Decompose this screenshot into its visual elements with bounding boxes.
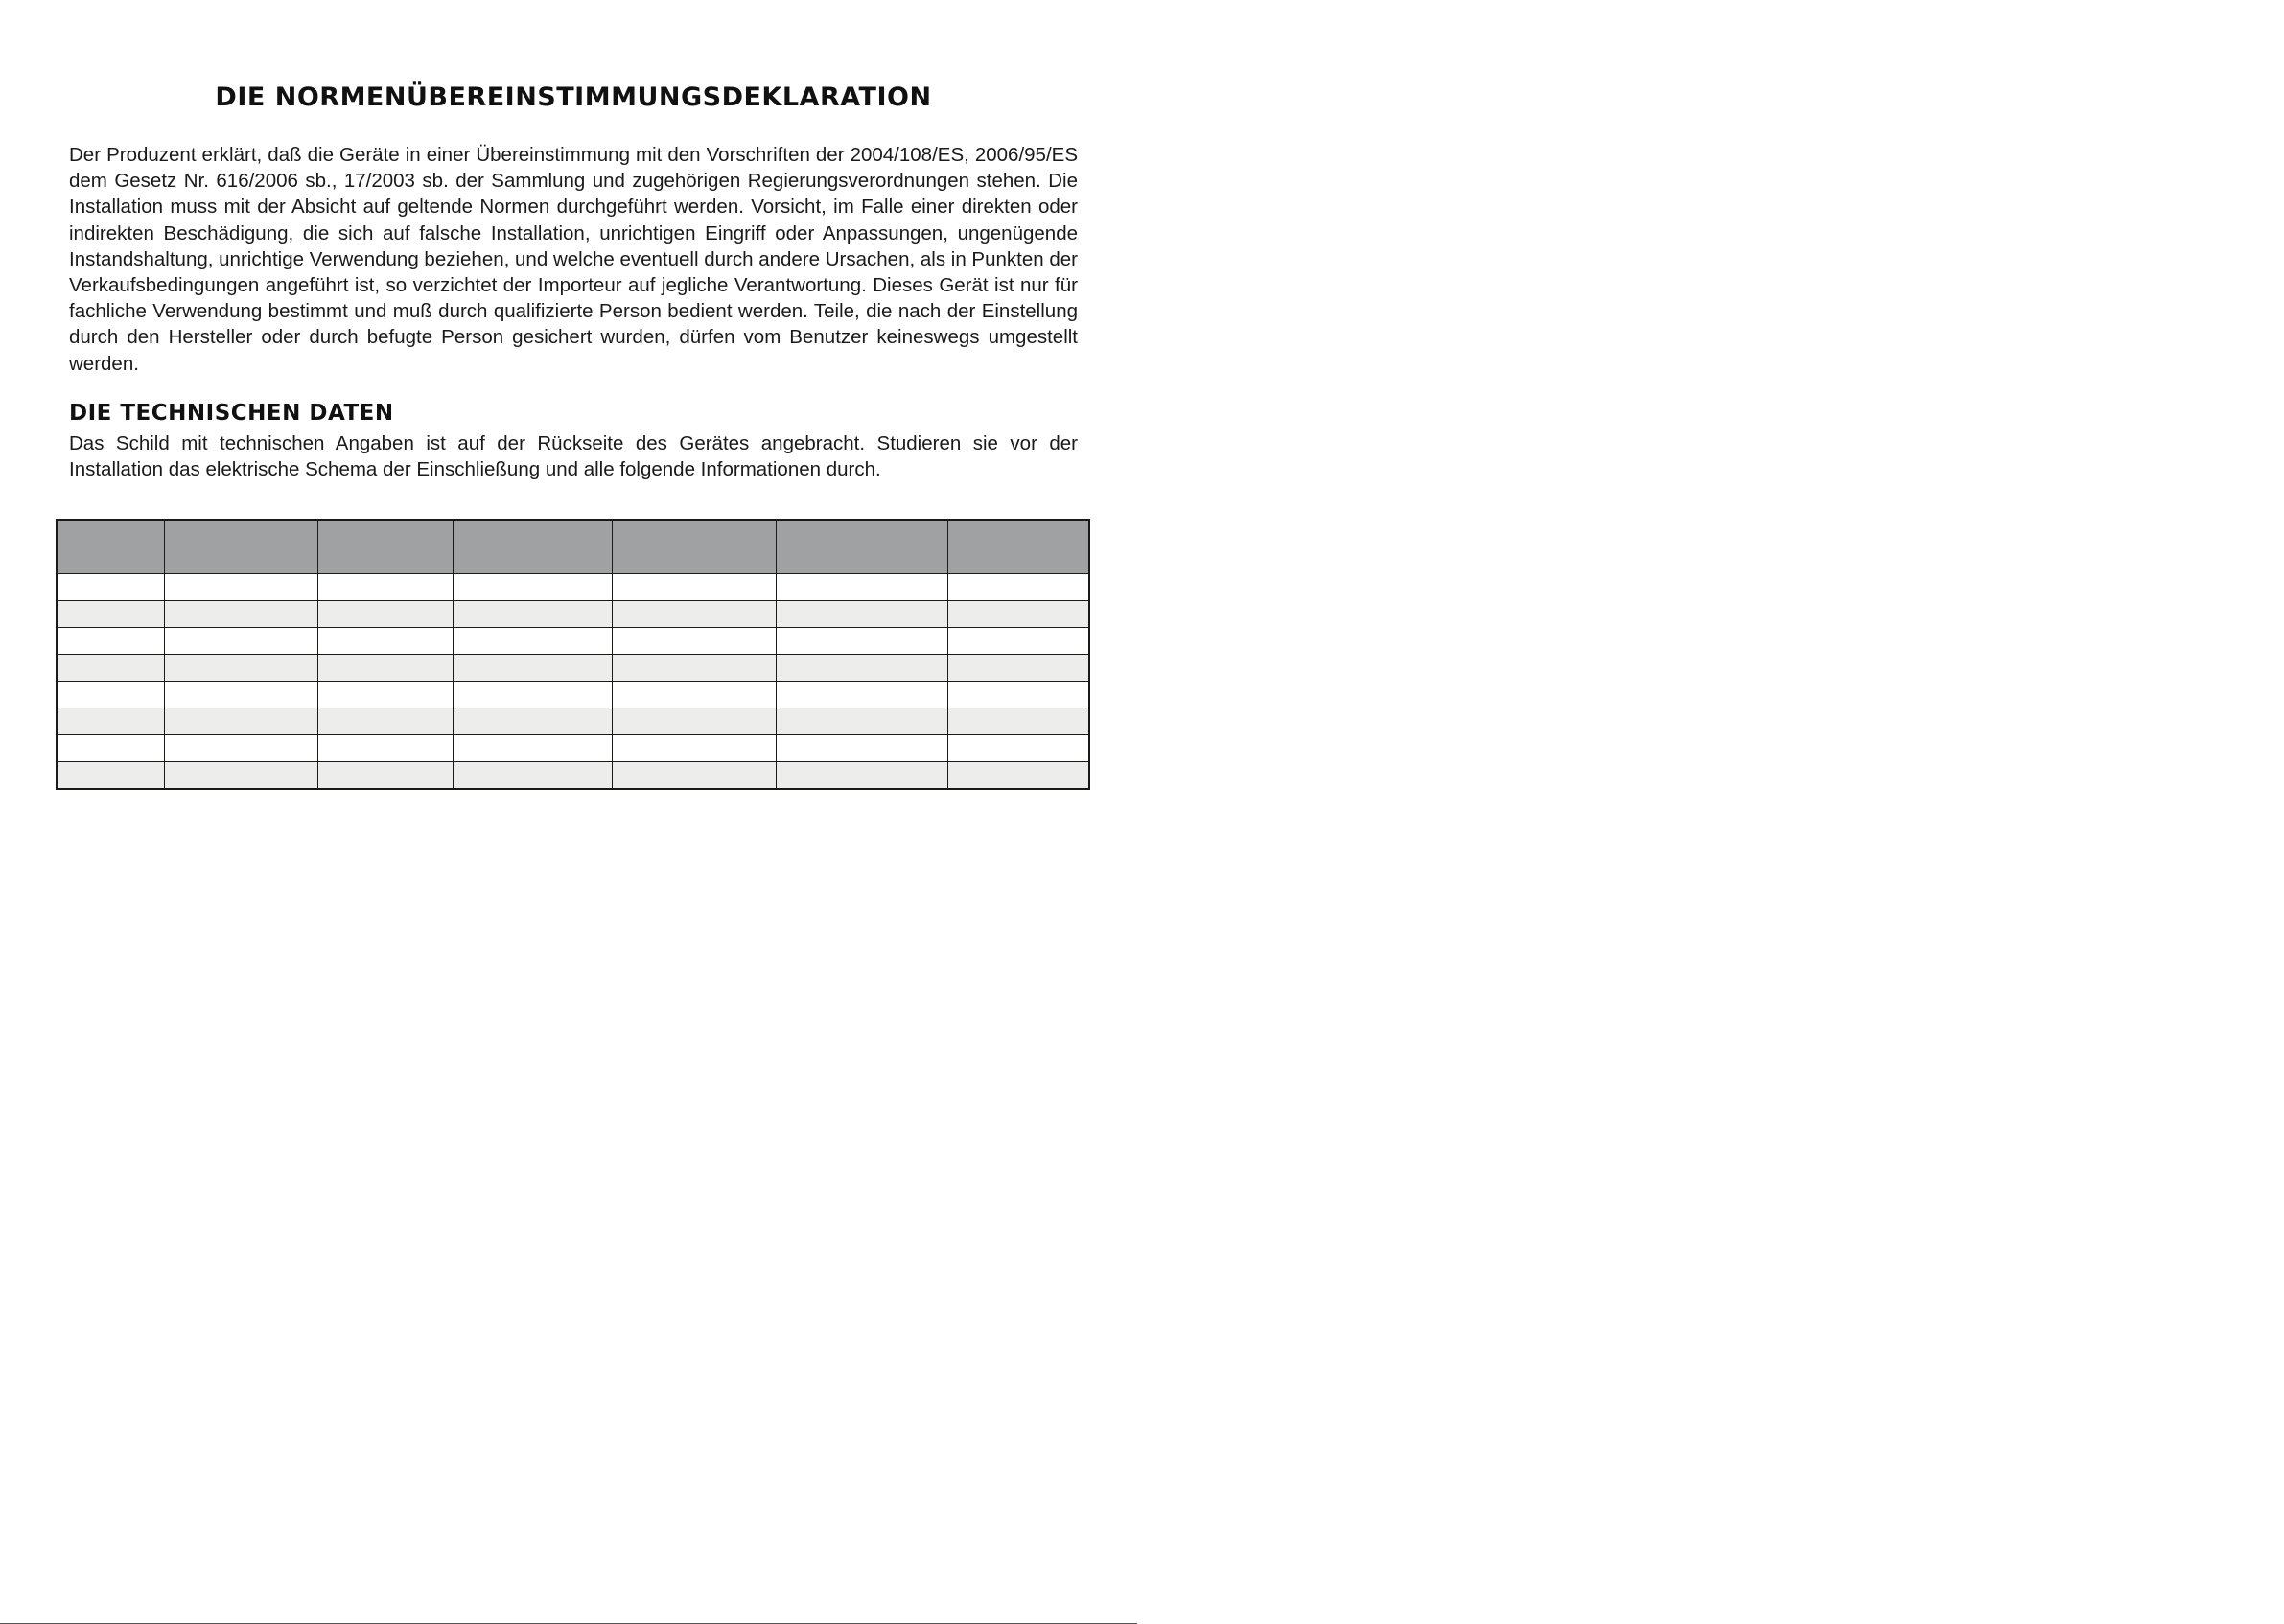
table-cell xyxy=(613,655,777,682)
table-cell xyxy=(317,682,453,708)
table-cell xyxy=(317,708,453,735)
table-cell xyxy=(57,735,165,762)
table-cell xyxy=(57,682,165,708)
table-row xyxy=(57,682,1089,708)
table-cell xyxy=(57,601,165,628)
table-cell xyxy=(777,601,948,628)
declaration-title: DIE NORMENÜBEREINSTIMMUNGSDEKLARATION xyxy=(215,82,932,112)
table-cell xyxy=(613,708,777,735)
table-cell xyxy=(57,655,165,682)
technical-data-title: DIE TECHNISCHEN DATEN xyxy=(69,401,394,426)
table-cell xyxy=(947,574,1089,601)
table-cell xyxy=(947,628,1089,655)
table-cell xyxy=(165,601,318,628)
table-header-row xyxy=(57,520,1089,574)
table-cell xyxy=(57,574,165,601)
table-cell xyxy=(777,655,948,682)
table-row xyxy=(57,708,1089,735)
table-cell xyxy=(613,601,777,628)
table-row xyxy=(57,762,1089,790)
table-cell xyxy=(613,735,777,762)
table-header-cell xyxy=(947,520,1089,574)
table-cell xyxy=(947,735,1089,762)
table-cell xyxy=(777,762,948,790)
table-cell xyxy=(453,708,613,735)
table-cell xyxy=(947,655,1089,682)
table-cell xyxy=(165,628,318,655)
table-cell xyxy=(453,762,613,790)
table-header-cell xyxy=(165,520,318,574)
table-cell xyxy=(777,682,948,708)
table-header-cell xyxy=(777,520,948,574)
table-cell xyxy=(165,655,318,682)
table-cell xyxy=(777,574,948,601)
table-cell xyxy=(165,574,318,601)
technical-data-table xyxy=(56,519,1090,790)
table-cell xyxy=(777,628,948,655)
table-cell xyxy=(453,735,613,762)
technical-data-text: Das Schild mit technischen Angaben ist auf der Rückseite des Gerätes angebracht. Studieren sie vor der Installation das elektrische Schema der Einschließung und alle folgende Informationen durch. xyxy=(69,432,1078,481)
table-cell xyxy=(317,601,453,628)
table-cell xyxy=(613,682,777,708)
declaration-text: Der Produzent erklärt, daß die Geräte in einer Übereinstimmung mit den Vorschriften der 2004/108/ES, 2006/95/ES dem Gesetz Nr. 616/2006 sb., 17/2003 sb. der Sammlung und zugehörigen Regierungsverordnungen stehen. Die Installation muss mit der Absicht auf geltende Normen durchgeführt werden. Vorsicht, im Falle einer direkten oder indirekten Beschädigung, die sich auf falsche Installation, unrichtigen Eingriff oder Anpassungen, ungenügende Instandshaltung, unrichtige Verwendung beziehen, und welche eventuell durch andere Ursachen, als in Punkten der Verkaufsbedingungen angeführt ist, so verzichtet der Importeur auf jegliche Verantwortung. Dieses Gerät ist nur für fachliche Verwendung bestimmt und muß durch qualifizierte Person bedient werden. Teile, die nach der Einstellung durch den Hersteller oder durch befugte Person gesichert wurden, dürfen vom Benutzer keineswegs umgestellt werden. xyxy=(69,144,1078,375)
table-row xyxy=(57,628,1089,655)
table-cell xyxy=(165,735,318,762)
table-row xyxy=(57,574,1089,601)
table-cell xyxy=(165,708,318,735)
table-cell xyxy=(453,628,613,655)
table-header-cell xyxy=(317,520,453,574)
table-cell xyxy=(947,601,1089,628)
table-cell xyxy=(947,708,1089,735)
table-cell xyxy=(613,574,777,601)
table-header-cell xyxy=(57,520,165,574)
table-cell xyxy=(613,762,777,790)
table-cell xyxy=(317,762,453,790)
table-cell xyxy=(453,574,613,601)
table-cell xyxy=(57,628,165,655)
table-cell xyxy=(317,735,453,762)
table-cell xyxy=(613,628,777,655)
table-cell xyxy=(57,762,165,790)
table-cell xyxy=(947,682,1089,708)
table-cell xyxy=(453,682,613,708)
table-cell xyxy=(317,628,453,655)
table-cell xyxy=(453,655,613,682)
table-cell xyxy=(453,601,613,628)
table-header-cell xyxy=(453,520,613,574)
table-cell xyxy=(777,735,948,762)
table-header-cell xyxy=(613,520,777,574)
table-cell xyxy=(947,762,1089,790)
table-row xyxy=(57,655,1089,682)
table-cell xyxy=(57,708,165,735)
table-row xyxy=(57,601,1089,628)
table-cell xyxy=(317,574,453,601)
table-cell xyxy=(165,762,318,790)
table-cell xyxy=(165,682,318,708)
table-cell xyxy=(777,708,948,735)
table-row xyxy=(57,735,1089,762)
table-cell xyxy=(317,655,453,682)
